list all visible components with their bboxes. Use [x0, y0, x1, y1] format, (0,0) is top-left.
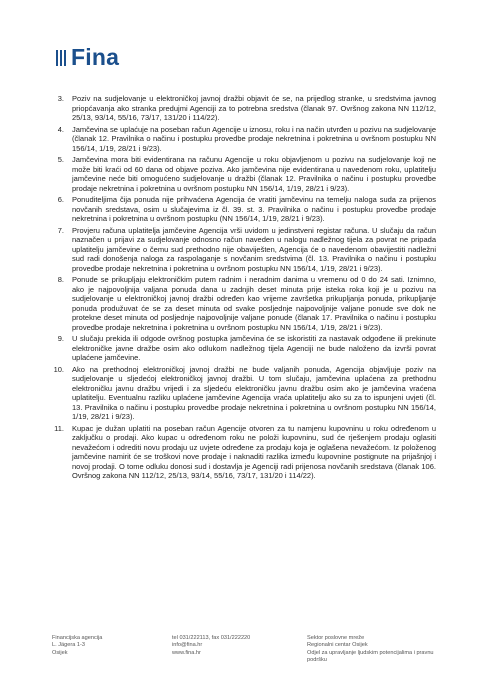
document-body — [52, 94, 436, 483]
footer-line: Osijek — [52, 649, 68, 656]
item-text: Ponuditeljima čija ponuda nije prihvaćena Agencija će vratiti jamčevinu na temelju naloga suda za prijenos novčanih sredstava, osim u slučajevima iz čl. 39. st. 3. Pravilnika o načinu i postupku provedbe prodaje nekretnina i pokretnina u ovršnom postupku (NN 156/14, 1/19, 28/21 i 9/23). — [72, 195, 436, 223]
item-number: 10. — [53, 364, 64, 374]
item-number: 6. — [57, 195, 64, 204]
list-item — [52, 226, 436, 274]
item-text: U slučaju prekida ili odgode ovršnog postupka jamčevina će se iskoristiti za nastavak odgođene ili prekinute elektroničke javne dražbe osim ako odlukom nadležnog tijela Agenciji ne bude naloženo da izvrši povrat uplaćene jamčevine. — [72, 334, 436, 362]
item-number: 11. — [54, 423, 64, 433]
footer-department — [307, 635, 452, 665]
item-number: 9. — [57, 334, 64, 343]
item-text: Ako na prethodnoj elektroničkoj javnoj dražbi ne bude valjanih ponuda, Agencija objavljuje poziv na sudjelovanje u sljedećoj elektroničkoj javnoj dražbi. U tom slučaju, jamčevina uplaćena za prethodnu elektroničku javnu dražbu vrijedi i za sljedeću elektroničku javnu dražbu osim ako je jamčevina vraćena uplatitelju. Eventualnu razliku uplaćene jamčevine Agencija vraća uplatitelju ako su za to ispunjeni uvjeti (čl. 13. Pravilnika o načinu i postupku provedbe prodaje nekretnina i pokretnina u ovršnom postupku NN 156/14, 1/19, 28/21 i 9/23). — [72, 364, 436, 421]
footer-line: Regionalni centar Osijek — [307, 642, 368, 649]
item-text: Ponude se prikupljaju elektroničkim putem radnim i neradnim danima u vremenu od 0 do 24 sati. Iznimno, ako je najpovoljnija valjana ponuda dana u zadnjih deset minuta prije isteka roka koji je u pozivu na sudjelovanje u elektroničkoj javnoj dražbi određen kao vrijeme završetka prikupljanja ponuda, prikupljanje ponuda produžuvat će se za deset minuta od svake posljednje najpovoljnije valjane ponude sve dok ne protekne deset minuta od posljednje najpovoljnije valjane ponude (članak 17. Pravilnika o načinu i postupku provedbe prodaje nekretnina i pokretnina u ovršnom postupku NN 156/14, 1/19, 28/21 i 9/23). — [72, 275, 436, 332]
footer-phone: tel 031/222113, fax 031/222220 — [172, 635, 251, 641]
list-item — [52, 195, 436, 224]
list-item — [52, 275, 436, 332]
footer-email-link[interactable]: info@fina.hr — [172, 642, 203, 649]
item-number: 4. — [57, 124, 64, 134]
list-item — [52, 94, 436, 123]
item-text: Poziv na sudjelovanje u elektroničkoj javnoj dražbi objavit će se, na prijedlog stranke, u sredstvima javnog priopćavanja ako stranka predujmi Agenciji za to potrebna sredstva (članak 97. Ovršnog zakona NN 112/12, 25/13, 93/14, 55/16, 73/17, 131/20 i 114/22). — [72, 94, 436, 122]
item-text: Jamčevina mora biti evidentirana na računu Agencije u roku objavljenom u pozivu na sudjelovanje koji ne može biti kraći od 60 dana od objave poziva. Ako jamčevina nije evidentirana u navedenom roku, uplatitelju jamčevine neće biti omogućeno sudjelovanje u dražbi (članak 12. Pravilnika o načinu i postupku provedbe prodaje nekretnina i pokretnina u ovršnom postupku NN 156/14, 1/19, 28/21 i 9/23). — [72, 155, 436, 193]
list-item — [52, 424, 436, 481]
item-text: Provjeru računa uplatitelja jamčevine Agencija vrši uvidom u jedinstveni registar računa. U slučaju da račun naznačen u prijavi za sudjelovanje odnosno račun naveden u nalogu nadležnog tijela za povrat ne pripada uplatitelju jamčevine o čemu sud prethodno nije obaviješten, Agencija će o navedenom obavijestiti nadležni sud radi donošenja naloga za raspolaganje s novčanim sredstvima (čl. 13. Pravilnika o načinu i postupku provedbe prodaje nekretnina i pokretnina u ovršnom postupku NN 156/14, 1/19, 28/21 i 9/23). — [72, 225, 436, 273]
footer-line: Odjel za upravljanje ljudskim potencijalima i pravnu — [307, 649, 434, 656]
list-item — [52, 334, 436, 363]
footer-line: L. Jägera 1-3 — [52, 642, 85, 649]
list-item — [52, 155, 436, 193]
item-text: Kupac je dužan uplatiti na poseban račun Agencije otvoren za tu namjenu kupovninu u roku određenom u zaključku o prodaji. Ako kupac u određenom roku ne položi kupovninu, sud će rješenjem prodaju oglasiti nevažećom i odrediti novu prodaju uz uvjete određene za prodaju koja je oglašena nevažećom. Iz položenog jamčevine namirit će se troškovi nove prodaje i naknaditi razlika između kupovnine postignute na prijašnjoj i novoj prodaji. O tome odluku donosi sud i dostavlja je Agenciji radi prijenosa novčanih sredstava (članak 106. Ovršnog zakona NN 112/12, 25/13, 93/14, 55/16, 73/17, 131/20 i 114/22). — [72, 423, 436, 480]
footer-contact — [172, 635, 307, 665]
item-number: 3. — [57, 94, 64, 103]
logo-text: Fina — [71, 44, 120, 70]
footer-line: Financijska agencija — [52, 635, 103, 641]
footer-line: podršku — [307, 657, 327, 664]
fina-logo — [56, 44, 119, 71]
logo-bars-icon — [56, 50, 66, 66]
footer-website-link[interactable]: www.fina.hr — [172, 649, 201, 656]
list-item — [52, 125, 436, 154]
page-footer — [52, 635, 452, 665]
item-number: 8. — [57, 275, 64, 284]
footer-line: Sektor poslovne mreže — [307, 635, 365, 641]
item-number: 7. — [57, 225, 64, 235]
item-number: 5. — [57, 155, 64, 164]
footer-address — [52, 635, 172, 665]
list-item — [52, 365, 436, 422]
item-text: Jamčevina se uplaćuje na poseban račun Agencije u iznosu, roku i na način utvrđen u pozivu na sudjelovanje (članak 12. Pravilnika o načinu i postupku provedbe prodaje nekretnina i pokretnina u ovršnom postupku NN 156/14, 1/19, 28/21 i 9/23). — [72, 124, 436, 153]
